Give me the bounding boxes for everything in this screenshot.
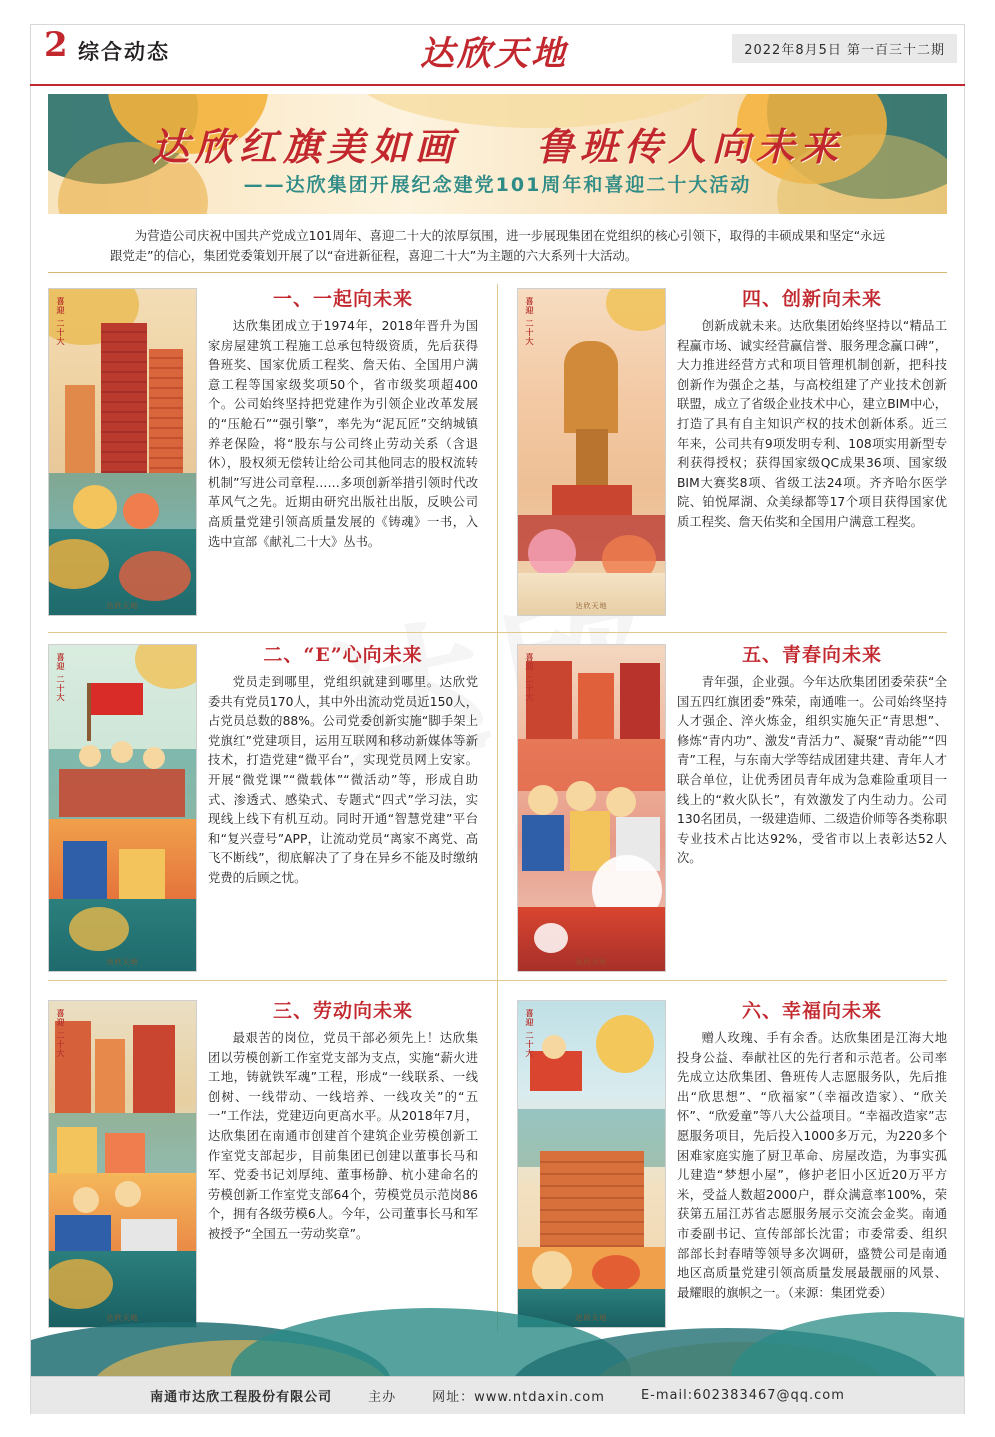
article-2-title: 二、“E”心向未来 [263, 644, 423, 666]
row-divider [48, 980, 947, 981]
article-1 [48, 284, 478, 620]
poster-caption: 达欣天地 [575, 602, 608, 610]
poster-caption: 达欣天地 [575, 1314, 608, 1322]
page-number: 2 [44, 25, 68, 65]
article-2-illustration [48, 644, 197, 972]
article-3-illustration [48, 1000, 197, 1328]
article-6-text: 赠人玫瑰、手有余香。达欣集团是江海大地投身公益、奉献社区的先行者和示范者。公司率先成立达欣集团、鲁班传人志愿服务队，先后推出“欣思想”、“欣福家”（幸福改造家）、“欣关怀”、“欣爱童”等八大公益项目。“幸福改造家”志愿服务项目，先后投入1000多万元，为220多个困难家庭实施了厨卫革命、房屋改造，为事实孤儿建造“梦想小屋”，修护老旧小区近20万平方米，受益人数超2000户，群众满意率100%，荣获第五届江苏省志愿服务展示交流会金奖。南通市委副书记、宣传部部长沈雷；市委常委、组织部部长封春晴等领导多次调研，盛赞公司是南通地区高质量党建引领高质量发展最靓丽的风景、最耀眼的旗帜之一。（来源：集团党委） [677, 1031, 947, 1300]
poster-label: 喜迎 二十大 [525, 297, 534, 346]
lead-divider [48, 272, 947, 273]
headline-banner [48, 94, 947, 214]
poster-label: 喜迎 二十大 [56, 653, 65, 702]
issue-info: 2022年8月5日 第一百三十二期 [732, 34, 957, 63]
article-5-text: 青年强，企业强。今年达欣集团团委荣获“全国五四红旗团委”殊荣，南通唯一。公司始终坚持人才强企、淬火炼金，组织实施矢正“青思想”、修炼“青内功”、激发“青活力”、凝聚“青动能”“四青”工程，与东南大学等结成团建共建、青年人才联合单位，让优秀团员青年成为急难险重项目一线上的“救火队长”，有效激发了内生动力。公司130名团员，一级建造师、二级造价师等各类称职专业技术占比达92%，受省市以上表彰达52人次。 [677, 675, 947, 866]
row-divider [48, 632, 947, 633]
article-4-title: 四、创新向未来 [741, 288, 882, 310]
poster-label: 喜迎 二十大 [56, 1009, 65, 1058]
article-2-body [208, 640, 478, 972]
poster-label: 喜迎 二十大 [525, 1009, 534, 1058]
article-5-title: 五、青春向未来 [741, 644, 882, 666]
poster-label: 喜迎 二十大 [525, 653, 534, 702]
footer-sponsor: 主办 [368, 1390, 397, 1405]
masthead [30, 25, 965, 84]
footer-email[interactable]: E-mail:602383467@qq.com [640, 1388, 845, 1403]
paper-name: 达欣天地 [420, 34, 568, 74]
article-5 [517, 640, 947, 976]
footer-website[interactable]: 网址：www.ntdaxin.com [432, 1390, 605, 1405]
page-footer [31, 1376, 964, 1414]
lead-text: 为营造公司庆祝中国共产党成立101周年、喜迎二十大的浓厚氛围，进一步展现集团在党组织的核心引领下，取得的丰硕成果和坚定“永远跟党走”的信心，集团党委策划开展了以“奋进新征程，喜迎二十大”为主题的六大系列十大活动。 [110, 228, 885, 263]
article-5-body [677, 640, 947, 972]
footer-company: 南通市达欣工程股份有限公司 [150, 1390, 333, 1405]
poster-caption: 达欣天地 [106, 958, 139, 966]
masthead-divider [30, 84, 965, 86]
poster-caption: 达欣天地 [106, 602, 139, 610]
article-1-title: 一、一起向未来 [272, 288, 413, 310]
article-1-illustration [48, 288, 197, 616]
bottom-wave-decoration [31, 1282, 964, 1376]
poster-caption: 达欣天地 [106, 1314, 139, 1322]
banner-headline: 达欣红旗美如画 鲁班传人向未来 [151, 124, 844, 169]
article-4-text: 创新成就未来。达欣集团始终坚持以“精品工程赢市场、诚实经营赢信誉、服务理念赢口碑”，大力推进经营方式和项目管理机制创新，把科技创新作为强企之基，与高校组建了产业技术创新联盟，成立了省级企业技术中心，建立BIM中心，打造了具有自主知识产权的技术创新体系。近三年来，公司共有9项发明专利、108项实用新型专利获得授权；获得国家级QC成果36项、国家级BIM大赛奖8项、省级工法24项。齐齐哈尔医学院、铂悦犀湖、众美绿都等17个项目获得国家优质工程奖、詹天佑奖和全国用户满意工程奖。 [677, 319, 947, 529]
article-1-text: 达欣集团成立于1974年，2018年晋升为国家房屋建筑工程施工总承包特级资质，先后获得鲁班奖、国家优质工程奖、詹天佑、全国用户满意工程等国家级奖项50个，省市级奖项超400个。公司始终坚持把党建作为引领企业改革发展的“压舱石”“强引擎”，率先为“泥瓦匠”交纳城镇养老保险，将“股东与公司终止劳动关系（含退休），股权须无偿转让给公司其他同志的股权流转机制”写进公司章程……多项创新举措引领时代改革风气之先。近期由研究出版社出版，反映公司高质量党建引领高质量发展的《铸魂》一书，入选中宣部《献礼二十大》丛书。 [208, 319, 478, 549]
article-4 [517, 284, 947, 620]
article-3-title: 三、劳动向未来 [272, 1000, 413, 1022]
article-4-body [677, 284, 947, 616]
poster-caption: 达欣天地 [575, 958, 608, 966]
section-title: 综合动态 [78, 40, 170, 64]
column-divider [497, 284, 498, 1332]
lead-paragraph [110, 226, 885, 266]
article-2-text: 党员走到哪里，党组织就建到哪里。达欣党委共有党员170人，其中外出流动党员近150人，占党员总数的88%。公司党委创新实施“脚手架上党旗红”党建项目，运用互联网和移动新媒体等新技术，打造党建“微平台”，实现党员网上安家。开展“微党课”“微载体”“微活动”等，形成自助式、渗透式、感染式、专题式“四式”学习法，实现线上线下有机互动。同时开通“智慧党建”平台和“复兴壹号”APP，让流动党员“离家不离党、高飞不断线”，彻底解决了了身在异乡不能及时缴纳党费的后顾之忧。 [208, 675, 478, 885]
article-5-illustration [517, 644, 666, 972]
article-6-body [677, 996, 947, 1328]
article-6-illustration [517, 1000, 666, 1328]
article-1-body [208, 284, 478, 616]
article-2 [48, 640, 478, 976]
article-grid [48, 284, 947, 1340]
article-6-title: 六、幸福向未来 [741, 1000, 882, 1022]
poster-label: 喜迎 二十大 [56, 297, 65, 346]
article-4-illustration [517, 288, 666, 616]
banner-subheadline: ——达欣集团开展纪念建党101周年和喜迎二十大活动 [243, 174, 752, 196]
article-3-body [208, 996, 478, 1328]
article-3-text: 最艰苦的岗位，党员干部必须先上！达欣集团以劳模创新工作室党支部为支点，实施“薪火进工地，铸就铁军魂”工程，形成“一线联系、一线创树、一线带动、一线培养、一线攻关”的“五一”工作法，党建迈向更高水平。从2018年7月，达欣集团在南通市创建首个建筑企业劳模创新工作室党支部起步，目前集团已创建以董事长马和军、党委书记刘厚纯、董事杨静、杭小建命名的劳模创新工作室党支部64个，劳模党员示范岗86个，拥有各级劳模6人。今年，公司董事长马和军被授予“全国五一劳动奖章”。 [208, 1031, 478, 1241]
